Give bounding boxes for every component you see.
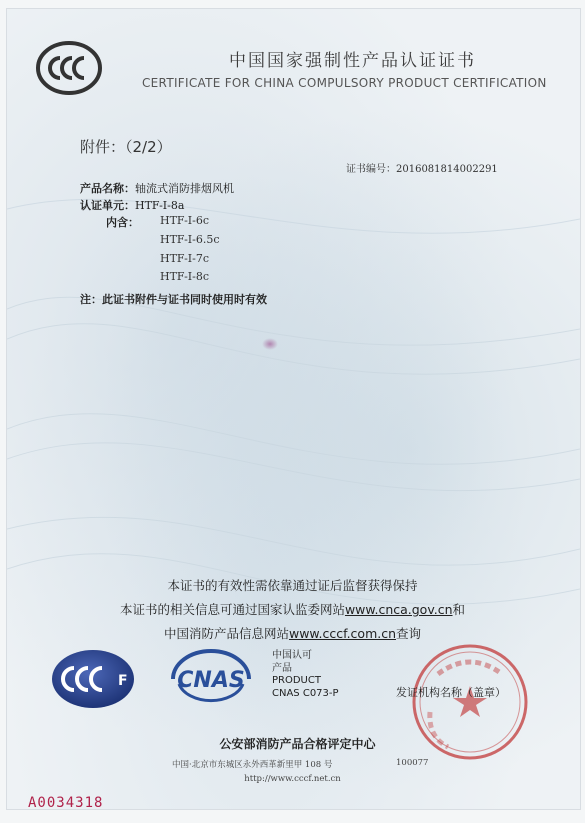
statement-line-2-suffix: 和: [452, 602, 466, 617]
accreditation-line: CNAS C073-P: [272, 687, 339, 699]
cert-unit-row: [80, 197, 184, 213]
cnas-logo-icon: [163, 646, 259, 716]
statement-line-3-suffix: 查询: [396, 626, 422, 641]
statement-line-1: 本证书的有效性需依靠通过证后监督获得保持: [167, 578, 418, 593]
issuer-label: 发证机构名称（盖章）: [396, 686, 506, 699]
product-name-row: [80, 180, 234, 196]
statement-line-3-prefix: 中国消防产品信息网站: [163, 626, 289, 641]
cnas-logo-text: CNAS: [177, 668, 245, 693]
accreditation-line: 中国认可: [272, 650, 312, 661]
cert-unit-value: HTF-I-8a: [135, 199, 185, 212]
issuing-authority: 公安部消防产品合格评定中心: [219, 737, 376, 751]
authority-postcode: 100077: [396, 758, 429, 768]
model-item: HTF-I-7c: [160, 252, 210, 265]
cccf-website-link[interactable]: www.cccf.com.cn: [288, 626, 397, 641]
serial-number: A0034318: [28, 795, 104, 811]
validity-note: 注：此证书附件与证书同时使用时有效: [80, 293, 267, 306]
ccc-logo-letter: F: [118, 673, 128, 689]
certificate-title-cn: 中国国家强制性产品认证证书: [229, 51, 476, 71]
product-name-label: 产品名称：: [80, 182, 135, 195]
cnca-website-link[interactable]: www.cnca.gov.cn: [344, 602, 453, 617]
authority-address: 中国·北京市东城区永外西革新里甲 108 号: [172, 760, 333, 770]
contains-row: [106, 214, 139, 230]
certificate-number: 证书编号：2016081814002291: [346, 164, 498, 175]
model-item: HTF-I-6c: [160, 214, 210, 227]
ink-smudge: [262, 338, 278, 350]
annex-label: 附件：（2/2）: [80, 138, 172, 156]
statement-line-2: [0, 600, 585, 618]
contains-label: 内含：: [106, 216, 139, 229]
statement-line-2-prefix: 本证书的相关信息可通过国家认监委网站: [119, 602, 345, 617]
certificate-title-en: CERTIFICATE FOR CHINA COMPULSORY PRODUCT CERTIFICATION: [142, 76, 547, 90]
cccf-logo-icon: [50, 648, 136, 714]
accreditation-text: [272, 650, 339, 700]
accreditation-line: PRODUCT: [272, 675, 321, 686]
model-item: HTF-I-6.5c: [160, 233, 220, 246]
product-name-value: 轴流式消防排烟风机: [135, 182, 234, 195]
cert-unit-label: 认证单元：: [80, 199, 135, 212]
statement-line-3: [0, 624, 585, 642]
model-item: HTF-I-8c: [160, 270, 210, 283]
authority-website-link[interactable]: http://www.cccf.net.cn: [244, 774, 341, 784]
accreditation-line: 产品: [272, 662, 292, 674]
